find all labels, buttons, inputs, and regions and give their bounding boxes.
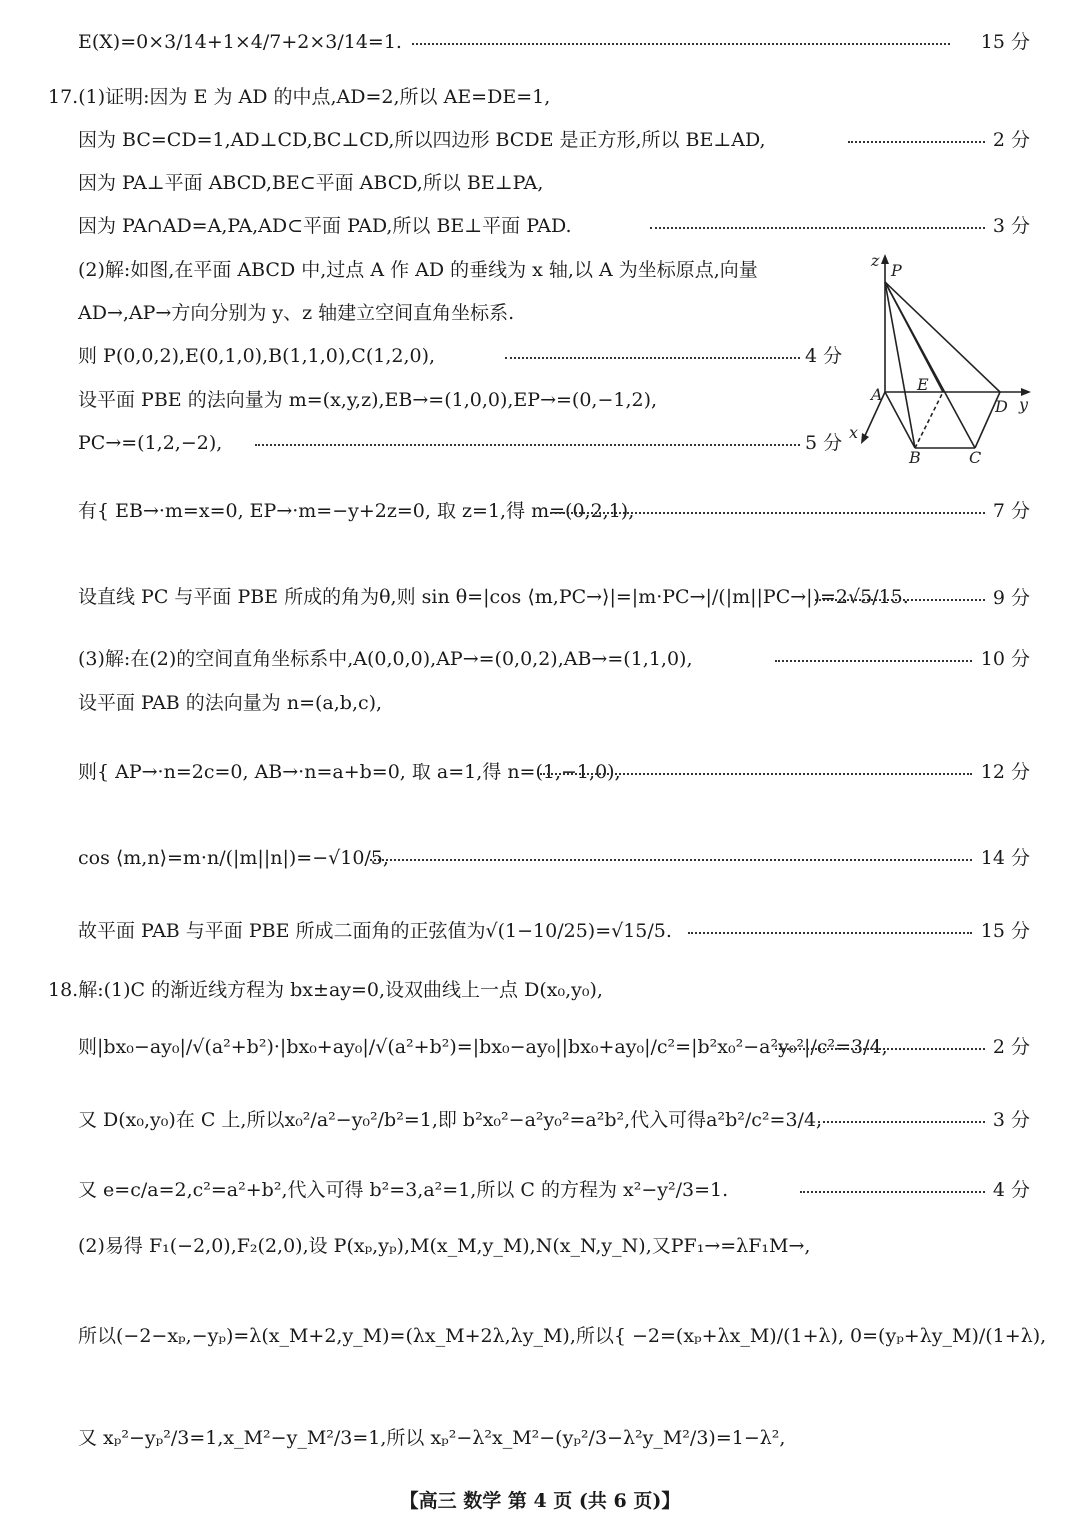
line-11: 有{ EB→·m=x=0, EP→·m=−y+2z=0, 取 z=1,得 m=(0,2,1), [78, 500, 635, 522]
label-z: z [871, 251, 880, 270]
score-20: 3 分 [992, 1109, 1030, 1131]
leader-dots [370, 845, 972, 871]
score-3: 2 分 [992, 129, 1030, 151]
line-4: 因为 PA⊥平面 ABCD,BE⊂平面 ABCD,所以 BE⊥PA, [78, 172, 544, 194]
edge-PE [885, 282, 943, 392]
edge-BE [915, 392, 943, 448]
score-16: 14 分 [980, 847, 1030, 869]
score-8: 4 分 [805, 345, 843, 367]
leader-dots [688, 918, 972, 944]
line-24: 又 xₚ²−yₚ²/3=1,x_M²−y_M²/3=1,所以 xₚ²−λ²x_M²−(yₚ²/3−λ²y_M²/3)=1−λ², [78, 1427, 786, 1449]
line-10: PC→=(1,2,−2), [78, 432, 223, 454]
score-15: 12 分 [980, 761, 1030, 783]
leader-dots [800, 1177, 985, 1203]
line-18: 18.解:(1)C 的渐近线方程为 bx±ay=0,设双曲线上一点 D(x₀,y₀), [48, 979, 603, 1001]
line-22: (2)易得 F₁(−2,0),F₂(2,0),设 P(xₚ,yₚ),M(x_M,y_M),N(x_N,y_N),又PF₁→=λF₁M→, [78, 1235, 811, 1257]
line-3: 因为 BC=CD=1,AD⊥CD,BC⊥CD,所以四边形 BCDE 是正方形,所以 BE⊥AD, [78, 129, 766, 151]
score-5: 3 分 [992, 215, 1030, 237]
line-20: 又 D(x₀,y₀)在 C 上,所以x₀²/a²−y₀²/b²=1,即 b²x₀²−a²y₀²=a²b²,代入可得a²b²/c²=3/4, [78, 1109, 823, 1131]
leader-dots [775, 646, 972, 672]
leader-dots [848, 127, 985, 153]
page-footer: 【高三 数学 第 4 页 (共 6 页)】 [399, 1490, 681, 1512]
leader-dots [815, 585, 985, 611]
leader-dots [818, 1107, 985, 1133]
line-21: 又 e=c/a=2,c²=a²+b²,代入可得 b²=3,a²=1,所以 C 的方程为 x²−y²/3=1. [78, 1179, 729, 1201]
label-D: D [995, 397, 1008, 416]
leader-dots [412, 29, 950, 55]
leader-dots [775, 1034, 985, 1060]
pyramid-figure [845, 250, 1045, 465]
score-10: 5 分 [805, 432, 843, 454]
label-C: C [969, 448, 982, 465]
score-11: 7 分 [992, 500, 1030, 522]
leader-dots [650, 213, 985, 239]
leader-dots [540, 759, 972, 785]
label-P: P [891, 261, 902, 280]
leader-dots [255, 430, 800, 456]
line-14: 设平面 PAB 的法向量为 n=(a,b,c), [78, 692, 383, 714]
label-y: y [1019, 395, 1029, 414]
line-1: E(X)=0×3/14+1×4/7+2×3/14=1. [78, 31, 402, 53]
score-1: 15 分 [980, 31, 1030, 53]
label-x: x [849, 423, 859, 442]
line-19: 则|bx₀−ay₀|/√(a²+b²)·|bx₀+ay₀|/√(a²+b²)=|bx₀−ay₀||bx₀+ay₀|/c²=|b²x₀²−a²y₀²|/c²=3/4, [78, 1036, 888, 1058]
line-2: 17.(1)证明:因为 E 为 AD 的中点,AD=2,所以 AE=DE=1, [48, 86, 551, 108]
score-13: 10 分 [980, 648, 1030, 670]
line-15: 则{ AP→·n=2c=0, AB→·n=a+b=0, 取 a=1,得 n=(1,−1,0), [78, 761, 621, 783]
score-12: 9 分 [992, 587, 1030, 609]
score-21: 4 分 [992, 1179, 1030, 1201]
leader-dots [505, 343, 800, 369]
label-A: A [871, 385, 883, 404]
z-arrow-icon [881, 254, 889, 264]
line-17: 故平面 PAB 与平面 PBE 所成二面角的正弦值为√(1−10/25)=√15/5. [78, 920, 672, 942]
label-B: B [909, 448, 921, 465]
line-13: (3)解:在(2)的空间直角坐标系中,A(0,0,0),AP→=(0,0,2),AB→=(1,1,0), [78, 648, 693, 670]
leader-dots [550, 498, 985, 524]
label-E: E [917, 375, 929, 394]
line-23: 所以(−2−xₚ,−yₚ)=λ(x_M+2,y_M)=(λx_M+2λ,λy_M),所以{ −2=(xₚ+λx_M)/(1+λ), 0=(yₚ+λy_M)/(1+λ), [78, 1325, 1047, 1347]
line-8: 则 P(0,0,2),E(0,1,0),B(1,1,0),C(1,2,0), [78, 345, 436, 367]
line-5: 因为 PA∩AD=A,PA,AD⊂平面 PAD,所以 BE⊥平面 PAD. [78, 215, 572, 237]
score-17: 15 分 [980, 920, 1030, 942]
line-16: cos ⟨m,n⟩=m·n/(|m||n|)=−√10/5, [78, 847, 389, 869]
line-7: AD→,AP→方向分别为 y、z 轴建立空间直角坐标系. [78, 302, 515, 324]
line-9: 设平面 PBE 的法向量为 m=(x,y,z),EB→=(1,0,0),EP→=(0,−1,2), [78, 389, 658, 411]
line-6: (2)解:如图,在平面 ABCD 中,过点 A 作 AD 的垂线为 x 轴,以 A 为坐标原点,向量 [78, 259, 758, 281]
score-19: 2 分 [992, 1036, 1030, 1058]
line-12: 设直线 PC 与平面 PBE 所成的角为θ,则 sin θ=|cos ⟨m,PC→⟩|=|m·PC→|/(|m||PC→|)=2√5/15. [78, 586, 909, 608]
